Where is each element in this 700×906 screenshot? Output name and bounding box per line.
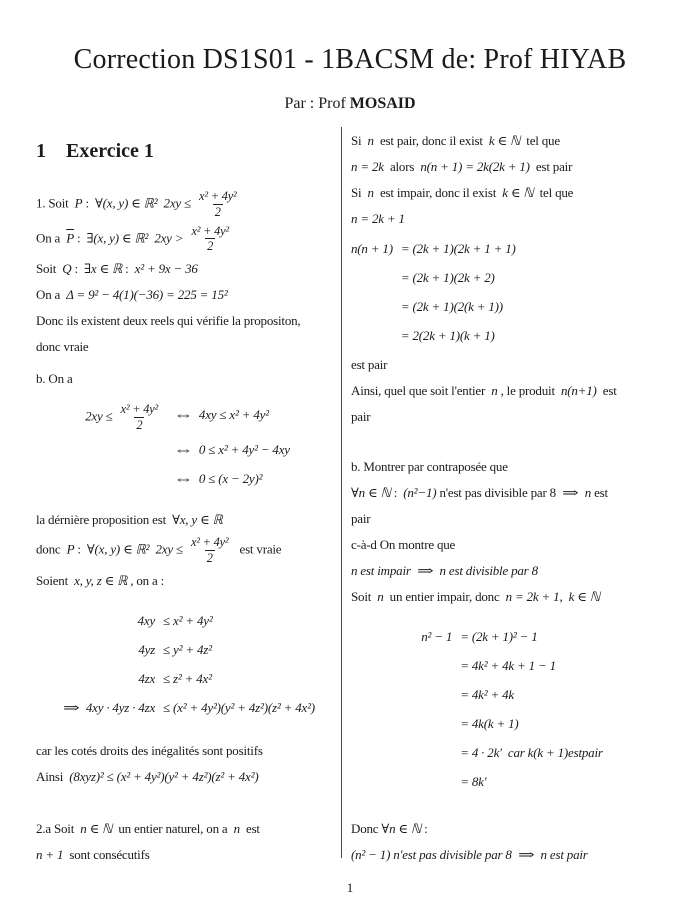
text-line: donc vraie [36, 339, 89, 355]
equation-rhs [163, 606, 315, 635]
math-expression: = (2k + 1)(2(k + 1)) [400, 299, 503, 314]
math-expression: ≤ z² + 4x² [163, 670, 212, 686]
text-line: Si n est pair, donc il exist k ∈ ℕ tel que [351, 133, 560, 148]
math-expression: = (2k + 1)(2k + 2) [400, 270, 495, 285]
fraction [119, 402, 160, 433]
equation-lhs [351, 234, 393, 263]
math-expression: 2xy ≤ [155, 541, 183, 557]
section-heading [36, 140, 339, 163]
equation-rhs [460, 767, 603, 796]
equation-lhs [60, 635, 155, 664]
math-expression: = 4k² + 4k [460, 687, 514, 702]
math-expression: 4yz [138, 641, 156, 657]
equation-lhs [351, 321, 393, 350]
math-expression: n = 2k + 1 [351, 211, 405, 226]
page-number: 1 [346, 880, 354, 895]
equation-rhs [460, 709, 603, 738]
text-line: n + 1 sont consécutifs [36, 846, 150, 862]
math-expression: 4xy · 4yz · 4zx [85, 699, 156, 715]
math-expression: n = 2k + 1 [505, 589, 560, 604]
fraction-denominator: 2 [207, 239, 214, 254]
fraction [189, 535, 230, 566]
iff-arrow-icon: ⇔ [173, 441, 194, 457]
text-line: Soient x, y, z ∈ ℝ , on a : [36, 572, 165, 588]
math-expression: = 4 · 2k′ car k(k + 1)estpair [460, 745, 603, 760]
math-expression: k ∈ ℕ [568, 589, 600, 604]
math-expression: 0 ≤ (x − 2y)² [198, 470, 263, 486]
math-expression: ∀(x, y) ∈ ℝ² [86, 541, 150, 557]
math-expression: 4xy [137, 612, 156, 628]
text-line: donc P : ∀(x, y) ∈ ℝ² 2xy ≤ $\frac{\text{x² + 4y²}}{2}$ est vraie [36, 534, 282, 565]
equation-lhs [60, 664, 155, 693]
math-expression: n + 1 [36, 846, 64, 862]
math-expression: n [233, 820, 240, 836]
equation-rhs [401, 321, 516, 350]
spacer [351, 430, 673, 454]
equation-lhs [421, 651, 452, 680]
math-expression: x, y, z ∈ ℝ [74, 572, 128, 588]
math-expression: 4xy ≤ x² + 4y² [198, 407, 269, 423]
fraction-numerator: x² + 4y² [199, 189, 237, 203]
text-line: Soit Q : ∃x ∈ ℝ : x² + 9x − 36 [36, 261, 198, 277]
spacer [36, 790, 339, 816]
text-line [351, 206, 673, 232]
document-subtitle [0, 95, 700, 113]
equation-lhs [60, 606, 155, 635]
text-line: Soit n un entier impair, donc n = 2k + 1, k ∈ ℕ [351, 589, 600, 604]
iff-arrow-icon: ⇔ [173, 407, 194, 423]
math-expression: n(n+1) [560, 383, 597, 398]
equation-rhs [163, 664, 315, 693]
math-expression: (8xyz)² ≤ (x² + 4y²)(y² + 4z²)(z² + 4x²) [69, 768, 259, 784]
math-expression: n est divisible par 8 [439, 563, 538, 578]
math-expression: n = 2k [351, 159, 384, 174]
text-line: car les cotés droits des inégalités sont positifs [36, 742, 263, 758]
math-expression: ∀x, y ∈ ℝ [172, 511, 223, 527]
right-column [351, 128, 673, 868]
equation-block [351, 234, 516, 350]
spacer [351, 800, 673, 816]
fraction-numerator: x² + 4y² [190, 534, 229, 549]
equation-lhs [351, 263, 393, 292]
text-line: Donc ils existent deux reels qui vérifie la propositon, [36, 313, 301, 329]
math-expression: (n² − 1) n′est pas divisible par 8 ⇒ n est pair [351, 847, 588, 862]
equation-lhs [421, 767, 452, 796]
math-expression: n(n + 1) = 2k(2k + 1) [420, 159, 530, 174]
left-column [36, 140, 339, 868]
text-line: Ainsi, quel que soit l'entier n , le produit n(n+1) est [351, 383, 617, 398]
math-expression: n [491, 383, 498, 398]
text-line: b. On a [36, 371, 73, 387]
math-expression: ≤ x² + 4y² [163, 612, 213, 628]
math-expression: 2xy ≤ [163, 195, 191, 211]
text-line: la dérnière proposition est ∀x, y ∈ ℝ [36, 511, 223, 527]
text-line: pair [351, 409, 371, 424]
spacer [36, 594, 339, 602]
equation-rhs [163, 635, 315, 664]
text-line [351, 842, 673, 868]
math-expression: n [377, 589, 384, 604]
left-column-content [36, 187, 339, 868]
text-line [351, 558, 673, 584]
fraction [189, 224, 230, 255]
text-line: Ainsi (8xyz)² ≤ (x² + 4y²)(y² + 4z²)(z² + 4x²) [36, 768, 259, 784]
implies-arrow-icon: ⇒ [517, 847, 535, 862]
text-line: On a Δ = 9² − 4(1)(−36) = 225 = 15² [36, 287, 228, 303]
author-name: MOSAID [349, 95, 416, 112]
math-expression: 0 ≤ x² + 4y² − 4xy [198, 441, 290, 457]
math-expression: = 8k′ [460, 774, 487, 789]
iff-arrow-icon: ⇔ [173, 470, 194, 486]
equation-block [85, 400, 290, 493]
text-line: pair [351, 511, 371, 526]
implies-arrow-icon: ⇒ [63, 699, 80, 715]
math-expression: n ∈ ℕ [80, 820, 113, 836]
text-line: n = 2k alors n(n + 1) = 2k(2k + 1) est pair [351, 159, 573, 174]
math-expression: P [66, 541, 75, 557]
equation-lhs [85, 464, 163, 493]
equation-rhs [460, 622, 603, 651]
equation-lhs [421, 622, 452, 651]
math-expression: n [367, 185, 374, 200]
spacer [36, 392, 339, 396]
text-line: b. Montrer par contraposée que [351, 459, 508, 474]
fraction-denominator: 2 [214, 204, 221, 219]
text-line: 1. Soit P : ∀(x, y) ∈ ℝ² 2xy ≤ $\frac{\text{x² + 4y²}}{2}$ [36, 189, 237, 219]
math-expression: ∃(x, y) ∈ ℝ² [86, 229, 149, 245]
subtitle-prefix: Par : Prof [284, 95, 350, 112]
equation-lhs [421, 738, 452, 767]
spacer [36, 497, 339, 507]
text-line: On a $\overline{P}$ : ∃(x, y) ∈ ℝ² 2xy > $\frac{\text{x² + 4y²}}{2}$ [36, 223, 229, 254]
equation-block [421, 622, 603, 796]
fraction-numerator: x² + 4y² [191, 223, 229, 238]
text-line: Si n est impair, donc il exist k ∈ ℕ tel que [351, 185, 574, 200]
column-divider [341, 127, 342, 858]
math-expression: ≤ y² + 4z² [163, 641, 212, 657]
spacer [351, 610, 673, 618]
math-expression: n [367, 133, 374, 148]
equation-rhs [401, 292, 516, 321]
implies-arrow-icon: ⇒ [416, 563, 434, 578]
equation-rhs [171, 400, 290, 435]
equation-block [60, 606, 315, 722]
equation-rhs [401, 263, 516, 292]
spacer [36, 726, 339, 738]
equation-rhs [460, 738, 603, 767]
math-expression: ≤ (x² + 4y²)(y² + 4z²)(z² + 4x²) [163, 699, 315, 715]
equation-rhs [401, 234, 516, 263]
math-expression: 2xy > [154, 229, 184, 245]
math-expression: = 2(2k + 1)(k + 1) [400, 328, 495, 343]
fraction-numerator: x² + 4y² [120, 402, 159, 417]
text-line: c-à-d On montre que [351, 537, 456, 552]
text-line: est pair [351, 357, 388, 372]
math-expression: Q [62, 261, 72, 277]
text-line: ∀n ∈ ℕ : (n²−1) n'est pas divisible par 8 ⇒ n est [351, 480, 673, 506]
math-expression: = 4k² + 4k + 1 − 1 [460, 658, 556, 673]
section-title: Exercice 1 [66, 140, 154, 162]
fraction-denominator: 2 [206, 550, 213, 565]
math-expression: ∀(x, y) ∈ ℝ² [94, 195, 158, 211]
section-number: 1 [36, 140, 46, 162]
math-expression: (n²−1) [403, 485, 437, 500]
equation-lhs [85, 400, 163, 435]
math-expression: 2xy ≤ [85, 408, 113, 424]
fraction [197, 189, 238, 220]
math-expression: P [74, 195, 83, 211]
math-expression: k ∈ ℕ [488, 133, 521, 148]
document-title: Correction DS1S01 - 1BACSM de: Prof HIYAB [73, 44, 627, 75]
text-line: Donc ∀n ∈ ℕ : [351, 821, 428, 836]
math-expression: 4zx [138, 670, 156, 686]
equation-rhs [171, 435, 290, 464]
equation-rhs [171, 464, 290, 493]
math-expression: = (2k + 1)(2k + 1 + 1) [400, 241, 516, 256]
math-expression: n [584, 485, 592, 500]
equation-lhs [351, 292, 393, 321]
equation-lhs [421, 709, 452, 738]
math-expression: n(n + 1) [351, 241, 393, 256]
math-expression: ∀n ∈ ℕ [381, 821, 422, 836]
right-column-content [351, 128, 673, 868]
math-expression: n² − 1 [421, 629, 453, 644]
equation-rhs [460, 680, 603, 709]
math-expression: n est impair [351, 563, 411, 578]
math-expression: x² + 9x − 36 [134, 261, 198, 277]
equation-lhs [60, 693, 155, 722]
equation-rhs [163, 693, 315, 722]
fraction-denominator: 2 [136, 418, 143, 433]
math-expression: = (2k + 1)² − 1 [460, 629, 538, 644]
text-line: 2.a Soit n ∈ ℕ un entier naturel, on a n est [36, 820, 260, 836]
math-expression: k ∈ ℕ [502, 185, 534, 200]
math-expression: = 4k(k + 1) [460, 716, 519, 731]
overline-math: $\overline{P}$ [66, 229, 74, 245]
equation-lhs [421, 680, 452, 709]
equation-lhs [85, 435, 163, 464]
implies-arrow-icon: ⇒ [562, 485, 579, 500]
math-expression: ∀n ∈ ℕ [351, 485, 391, 500]
math-expression: Δ = 9² − 4(1)(−36) = 225 = 15² [66, 287, 228, 303]
equation-rhs [460, 651, 603, 680]
math-expression: ∃x ∈ ℝ [84, 261, 123, 277]
